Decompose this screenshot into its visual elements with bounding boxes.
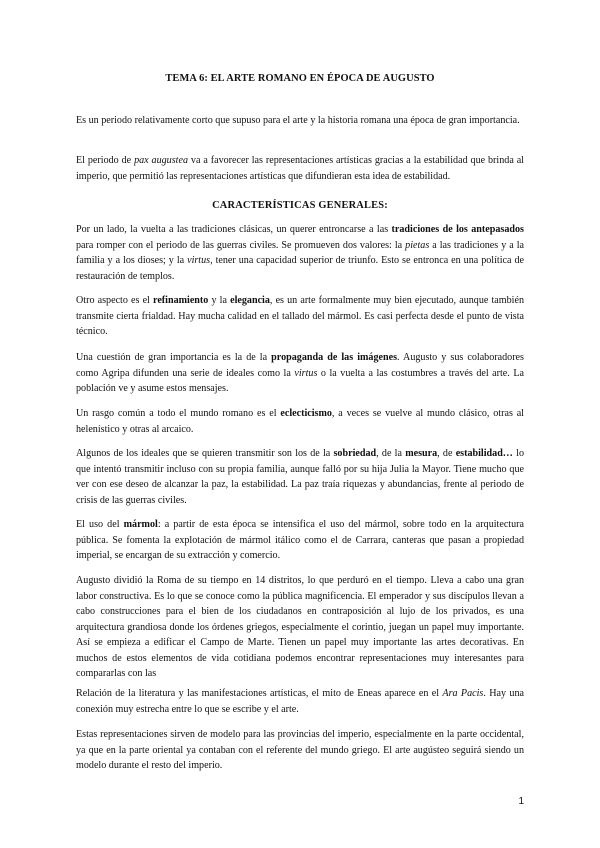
text-run: , es un arte formalmente muy bien ejecutado, aunque también transmite cierta frialdad. Hay mucha calidad en el tallado del mármol. Es casi perfecta desde el punto de vista técnico. bbox=[76, 295, 525, 337]
paragraph-augusto bbox=[76, 573, 524, 682]
paragraph-eclecticismo bbox=[76, 406, 524, 437]
paragraph-tradiciones bbox=[76, 222, 524, 284]
paragraph-literatura bbox=[76, 686, 524, 717]
paragraph-propaganda bbox=[76, 350, 524, 397]
text-run: Una cuestión de gran importancia es la de la bbox=[76, 352, 272, 363]
text-run: El uso del bbox=[76, 519, 124, 530]
text-run: . Augusto y sus colaboradores como Agripa difunden una serie de ideales como la bbox=[76, 352, 524, 379]
text-run: , de la bbox=[376, 448, 406, 459]
text-run: Relación de la literatura y las manifestaciones artísticas, el mito de Eneas aparece en el bbox=[76, 688, 443, 699]
bold-term: tradiciones de los antepasados bbox=[391, 224, 524, 235]
text-run: El periodo de bbox=[76, 155, 135, 166]
bold-term: sobriedad bbox=[333, 448, 377, 459]
intro-paragraph-1 bbox=[76, 113, 524, 129]
text-run: Algunos de los ideales que se quieren transmitir son los de la bbox=[76, 448, 334, 459]
paragraph-refinamiento bbox=[76, 293, 524, 340]
bold-term: estabilidad… bbox=[455, 448, 513, 459]
section-heading: CARACTERÍSTICAS GENERALES: bbox=[212, 200, 388, 211]
text-run: Augusto dividió la Roma de su tiempo en 14 distritos, lo que perduró en el tiempo. Lleva a cabo una gran labor constructiva. Es lo que se conoce como la pública magnificencia. El emperador y sus discípulos llevan a cabo construcciones para el bien de los ciudadanos en contraposición al lujo de los privados, es una arquitectura grandiosa donde los órdenes griegos, especialmente el corintio, juegan un papel muy importante. Así se empieza a edificar el Campo de Marte. Tienen un papel muy importante las artes decorativas. En muchos de estos elementos de vida cotidiana podemos encontrar representaciones muy interesantes para compararlas con las bbox=[76, 575, 524, 679]
bold-term: refinamiento bbox=[153, 295, 209, 306]
text-run: , tener una capacidad superior de triunfo. Esto se entronca en una política de restauración de templos. bbox=[76, 255, 524, 282]
text-run: o la vuelta a las costumbres a través del arte. La población ve y asume estos mensajes. bbox=[76, 367, 524, 394]
intro-paragraph-2 bbox=[76, 153, 524, 184]
italic-term: pax augustea bbox=[134, 155, 188, 166]
text-run: , de bbox=[437, 448, 456, 459]
bold-term: propaganda de las imágenes bbox=[271, 352, 397, 363]
bold-term: elegancia bbox=[230, 295, 270, 306]
italic-term: pietas bbox=[405, 239, 430, 251]
page-number: 1 bbox=[518, 796, 524, 807]
paragraph-provincias bbox=[76, 727, 524, 774]
italic-term: Ara Pacis bbox=[442, 688, 484, 699]
text-run: Por un lado, la vuelta a las tradiciones clásicas, un querer entroncarse a las bbox=[76, 224, 392, 235]
text-run: a las tradiciones y a la familia y a los dioses; y la bbox=[76, 239, 524, 266]
text-run: . Hay una conexión muy estrecha entre lo que se escribe y el arte. bbox=[76, 688, 524, 715]
text-run: : a partir de esta época se intensifica el uso del mármol, sobre todo en la arquitectura pública. Se fomenta la explotación de mármol itálico como el de Carrara, canteras que pasan a propiedad imperial, se encargan de su extracción y comercio. bbox=[76, 519, 524, 561]
bold-term: eclecticismo bbox=[280, 408, 332, 419]
text-run: Estas representaciones sirven de modelo para las provincias del imperio, especialmente en la parte occidental, ya que en la parte oriental ya contaban con el referente del mundo griego. El arte augústeo seguirá siendo un modelo durante el resto del imperio. bbox=[76, 729, 524, 771]
italic-term: virtus bbox=[187, 255, 211, 266]
bold-term: mármol bbox=[123, 519, 158, 530]
paragraph-ideales bbox=[76, 446, 524, 508]
text-run: Otro aspecto es el bbox=[76, 295, 154, 306]
italic-term: virtus bbox=[294, 367, 318, 379]
bold-term: mesura bbox=[405, 448, 438, 459]
text-run: , a veces se vuelve al mundo clásico, otras al helenístico y otras al arcaico. bbox=[76, 408, 524, 435]
text-run: para romper con el periodo de las guerras civiles. Se promueven dos valores: la bbox=[76, 239, 406, 251]
paragraph-marmol bbox=[76, 517, 524, 564]
text-run: va a favorecer las representaciones artísticas gracias a la estabilidad que brinda al imperio, que permitió las representaciones artísticas que difundieran esta idea de estabilidad. bbox=[76, 155, 524, 182]
text-run: y la bbox=[208, 295, 231, 306]
text-run: Un rasgo común a todo el mundo romano es el bbox=[76, 408, 281, 419]
text-run: Es un periodo relativamente corto que supuso para el arte y la historia romana una época de gran importancia. bbox=[76, 115, 520, 126]
document-title: TEMA 6: EL ARTE ROMANO EN ÉPOCA DE AUGUSTO bbox=[165, 73, 435, 84]
text-run: lo que intentó transmitir incluso con su propia familia, aunque falló por su hija Julia la Mayor. Tiene mucho que ver con ese deseo de alcanzar la paz, la estabilidad. La paz traía riquezas y abundancias, frente al periodo de crisis de las guerras civiles. bbox=[76, 448, 524, 506]
